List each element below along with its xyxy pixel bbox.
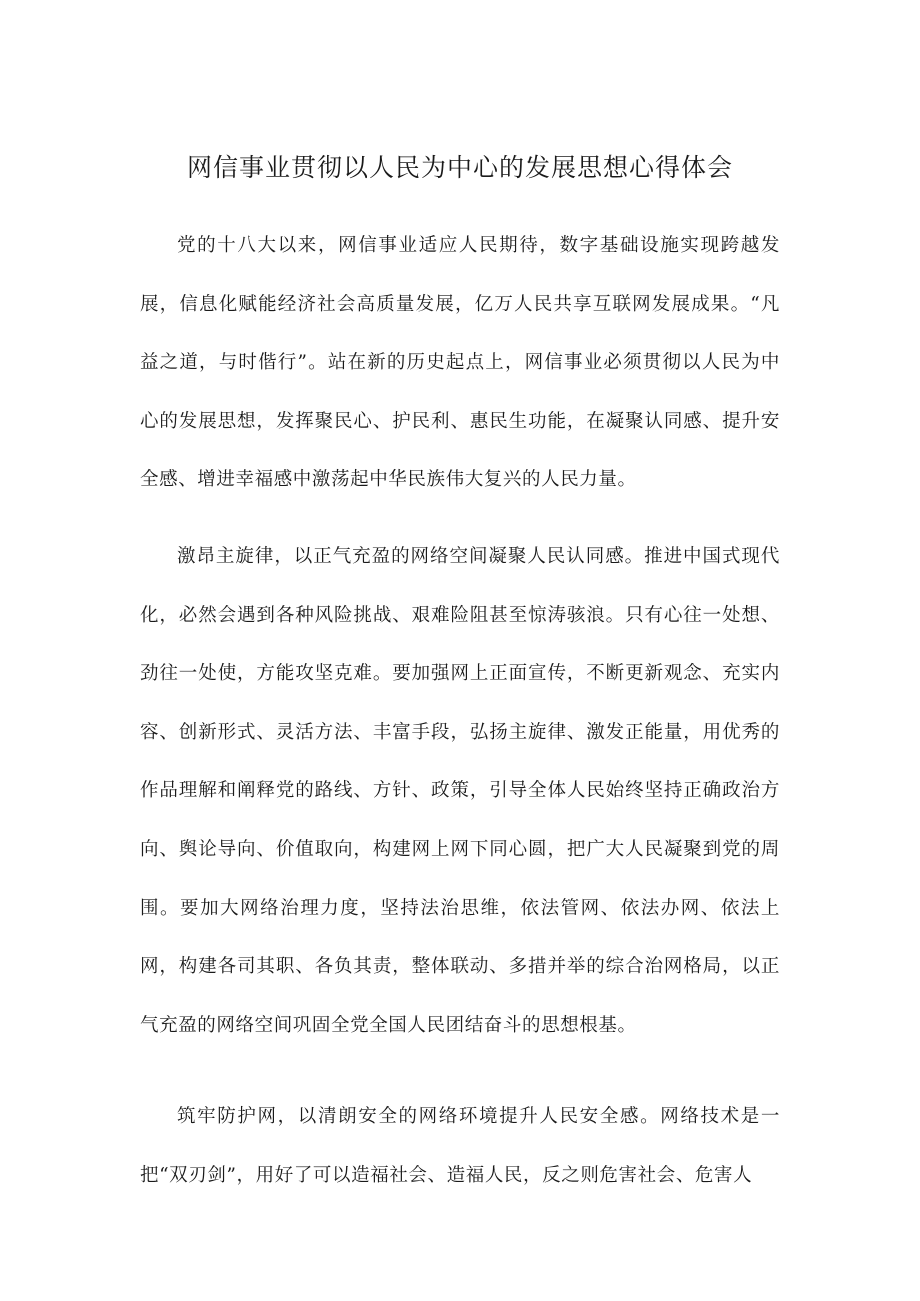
document-title: 网信事业贯彻以人民为中心的发展思想心得体会 xyxy=(186,153,733,182)
paragraph-identity: 激昂主旋律，以正气充盈的网络空间凝聚人民认同感。推进中国式现代化，必然会遇到各种风险挑战、艰难险阻甚至惊涛骇浪。只有心往一处想、劲往一处使，方能攻坚克难。要加强网上正面宣传，不断更新观念、充实内容、创新形式、灵活方法、丰富手段，弘扬主旋律、激发正能量，用优秀的作品理解和阐释党的路线、方针、政策，引导全体人民始终坚持正确政治方向、舆论导向、价值取向，构建网上网下同心圆，把广大人民凝聚到党的周围。要加大网络治理力度，坚持法治思维，依法管网、依法办网、依法上网，构建各司其职、各负其责，整体联动、多措并举的综合治网格局，以正气充盈的网络空间巩固全党全国人民团结奋斗的思想根基。 xyxy=(140,546,780,1036)
paragraph-intro: 党的十八大以来，网信事业适应人民期待，数字基础设施实现跨越发展，信息化赋能经济社会高质量发展，亿万人民共享互联网发展成果。“凡益之道，与时偕行”。站在新的历史起点上，网信事业必须贯彻以人民为中心的发展思想，发挥聚民心、护民利、惠民生功能，在凝聚认同感、提升安全感、增进幸福感中激荡起中华民族伟大复兴的人民力量。 xyxy=(140,235,780,491)
paragraph-security: 筑牢防护网，以清朗安全的网络环境提升人民安全感。网络技术是一把“双刃剑”，用好了可以造福社会、造福人民，反之则危害社会、危害人 xyxy=(140,1106,780,1186)
